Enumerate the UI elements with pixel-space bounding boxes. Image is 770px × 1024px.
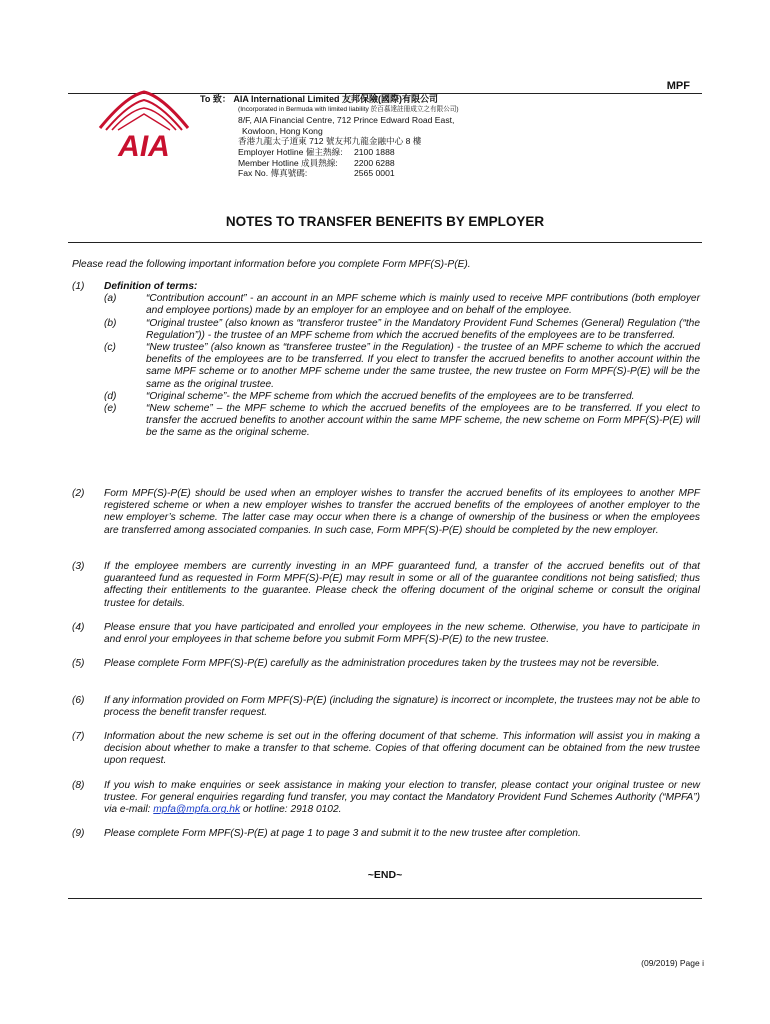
company-name: AIA International Limited 友邦保險(國際)有限公司 (233, 94, 439, 104)
mpfa-email-link[interactable]: mpfa@mpfa.org.hk (153, 804, 241, 816)
note-4: (4) Please ensure that you have participated and enrolled your employees in the new scheme. Otherwise, you have to participate in and enrol your employees in that scheme before you submit Form MPF(S)-P(E) to the new trustee. (72, 622, 700, 646)
intro-text: Please read the following important information before you complete Form MPF(S)-P(E). (72, 259, 471, 270)
aia-logo (86, 84, 202, 160)
definition-b: (b) “Original trustee” (also known as “transferor trustee” in the Mandatory Provident Fund Schemes (General) Regulation (“the Regulation”)) - the trustee of an MPF scheme from which the accrued benefits of the employees are to be transferred. (104, 317, 700, 341)
note-2: (2) Form MPF(S)-P(E) should be used when an employer wishes to transfer the accrued benefits of its employees to another MPF registered scheme or when a new employer wishes to transfer the accrued benefits of the employees of another employer to the new employer’s scheme. The latter case may occur when there is a change of ownership of the business or when the employees are transferred among associated companies. In such case, Form MPF(S)-P(E) should be completed by the new employer. (72, 488, 700, 536)
to-label: To 致： (200, 94, 231, 104)
page-footer: (09/2019) Page i (641, 958, 704, 968)
address-block (200, 94, 459, 179)
page-title: NOTES TO TRANSFER BENEFITS BY EMPLOYER (225, 214, 545, 229)
definition-c: (c) “New trustee” (also known as “transferee trustee” in the Regulation) - the trustee of an MPF scheme to which the accrued benefits of the employees are to be transferred. If you elect to transfer the accrued benefits to another account within the same MPF scheme or to another MPF scheme under the same trustee, the new trustee on Form MPF(S)-P(E) will be the same as the original trustee. (104, 342, 700, 390)
address-chinese: 香港九龍太子道東 712 號友邦九龍金融中心 8 樓 (238, 136, 422, 147)
note-9: (9) Please complete Form MPF(S)-P(E) at page 1 to page 3 and submit it to the new trustee after completion. (72, 828, 581, 839)
note-7: (7) Information about the new scheme is set out in the offering document of that scheme. This information will assist you in making a decision about whether to make a transfer to that scheme. Copies of that offering document can be obtained from the new trustee upon request. (72, 731, 700, 767)
note-5: (5) Please complete Form MPF(S)-P(E) carefully as the administration procedures taken by the trustees may not be reversible. (72, 658, 660, 669)
bottom-rule (68, 898, 702, 899)
contact-employer: Employer Hotline 僱主熱線: 2100 1888 (238, 146, 395, 157)
recipient-line (200, 94, 459, 105)
note-number: (1) (72, 281, 85, 292)
definition-a: (a) “Contribution account” - an account in an MPF scheme which is mainly used to receive MPF contributions (both employer and employee portions) made by an employer for an employee and on behalf of the employee. (104, 293, 700, 317)
note-1 (72, 281, 700, 440)
form-tag: MPF (666, 80, 690, 92)
definition-d: (d) “Original scheme”- the MPF scheme from which the accrued benefits of the employees are to be transferred. (104, 390, 635, 402)
address-line-1: 8/F, AIA Financial Centre, 712 Prince Edward Road East, (238, 115, 455, 126)
address-line-2: Kowloon, Hong Kong (242, 125, 323, 136)
note-8: (8) If you wish to make enquiries or seek assistance in making your election to transfer, please contact your original trustee or new trustee. For general enquiries regarding fund transfer, you may contact the Mandatory Provident Fund Schemes Authority (“MPFA”) via e-mail: mpfa@mpfa.org.hk or hotline: 2918 0102. (72, 780, 700, 816)
definitions-heading: Definition of terms: (104, 281, 198, 292)
end-marker: ~END~ (367, 869, 403, 881)
note-6: (6) If any information provided on Form MPF(S)-P(E) (including the signature) is incorrect or incomplete, the trustees may not be able to process the benefit transfer request. (72, 695, 700, 719)
title-rule (68, 242, 702, 243)
note-3: (3) If the employee members are currently investing in an MPF guaranteed fund, a transfer of the accrued benefits out of that guaranteed fund as requested in Form MPF(S)-P(E) may result in some or all of the guarantee conditions not being satisfied; thus affecting their entitlements to the guarantee. Please check the offering document of the original scheme or consult the original trustee for details. (72, 561, 700, 609)
contact-member: Member Hotline 成員熱線: 2200 6288 (238, 157, 395, 168)
contact-fax: Fax No. 傳真號碼: 2565 0001 (238, 168, 395, 179)
definition-e: (e) “New scheme” – the MPF scheme to which the accrued benefits of the employees are to be transferred. If you elect to transfer the accrued benefits to another account within the same MPF scheme, the new scheme on Form MPF(S)-P(E) will be the same as the original scheme. (104, 403, 700, 439)
logo-wordmark: AIA (118, 130, 170, 160)
incorporation: (Incorporated in Bermuda with limited liability 於百慕達註冊成立之有限公司) (238, 105, 459, 113)
